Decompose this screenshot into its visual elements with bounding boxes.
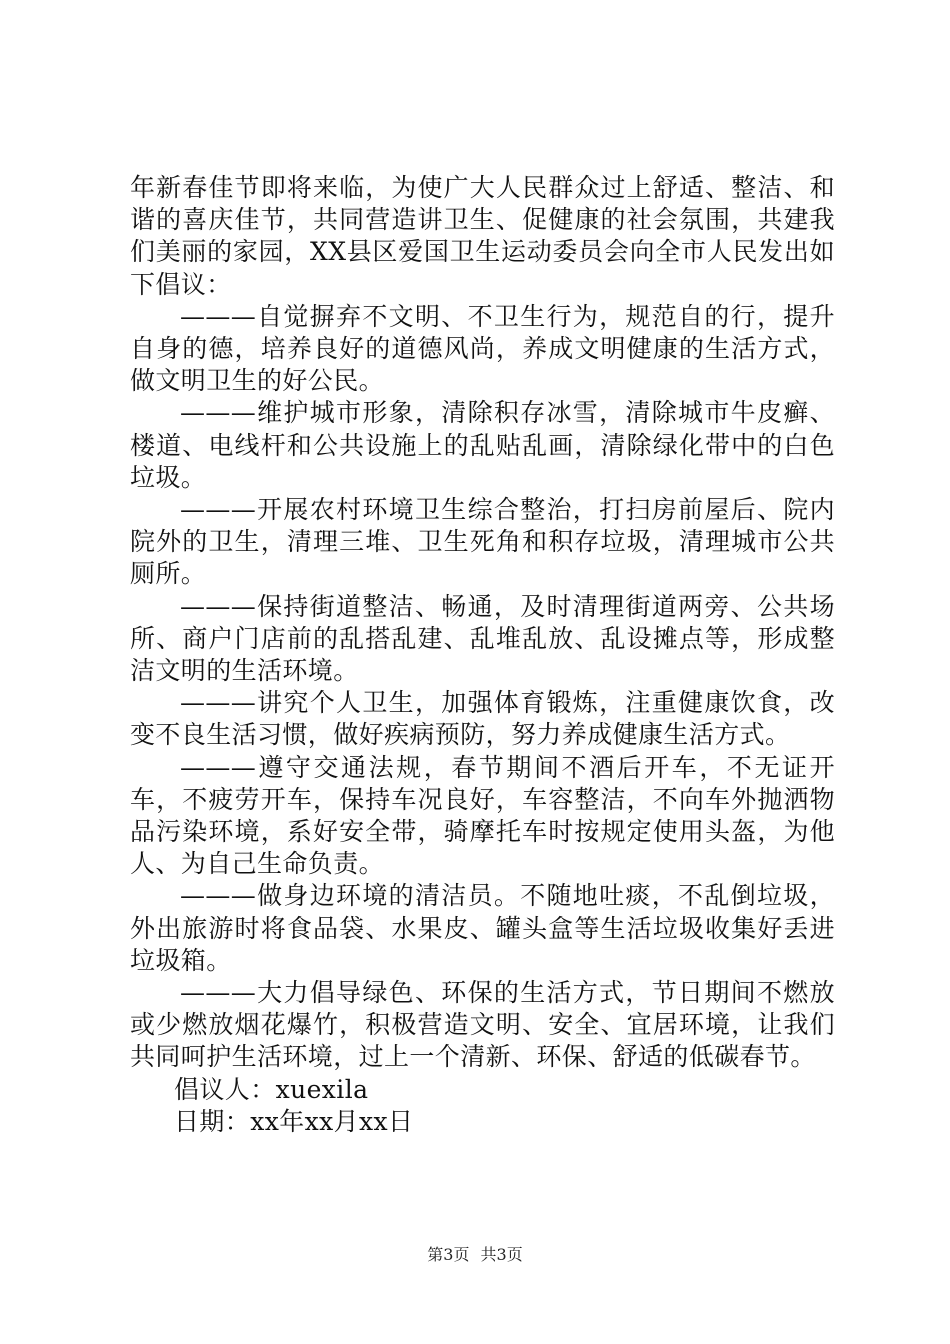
proposal-item-4: ———保持街道整洁、畅通，及时清理街道两旁、公共场所、商户门店前的乱搭乱建、乱堆乱放、乱设摊点等，形成整洁文明的生活环境。	[130, 591, 835, 686]
intro-paragraph: 年新春佳节即将来临，为使广大人民群众过上舒适、整洁、和谐的喜庆佳节，共同营造讲卫生、促健康的社会氛围，共建我们美丽的家园，XX县区爱国卫生运动委员会向全市人民发出如下倡议：	[130, 173, 835, 299]
proposal-item-7: ———做身边环境的清洁员。不随地吐痰，不乱倒垃圾，外出旅游时将食品袋、水果皮、罐头盒等生活垃圾收集好丢进垃圾箱。	[130, 881, 835, 975]
proposal-item-2: ———维护城市形象，清除积存冰雪，清除城市牛皮癣、楼道、电线杆和公共设施上的乱贴乱画，清除绿化带中的白色垃圾。	[130, 398, 835, 492]
page-footer	[0, 1245, 950, 1265]
proposer-line: 倡议人：xuexila	[174, 1074, 369, 1104]
proposal-item-6: ———遵守交通法规，春节期间不酒后开车，不无证开车，不疲劳开车，保持车况良好，车容整洁，不向车外抛洒物品污染环境，系好安全带，骑摩托车时按规定使用头盔，为他人、为自己生命负责。	[130, 752, 835, 879]
proposal-item-5: ———讲究个人卫生，加强体育锻炼，注重健康饮食，改变不良生活习惯，做好疾病预防，努力养成健康生活方式。	[130, 688, 835, 750]
page-total: 共3页	[480, 1245, 523, 1264]
proposal-item-8: ———大力倡导绿色、环保的生活方式，节日期间不燃放或少燃放烟花爆竹，积极营造文明、安全、宜居环境，让我们共同呵护生活环境，过上一个清新、环保、舒适的低碳春节。	[130, 978, 835, 1072]
document-body	[130, 172, 835, 1138]
page-number: 第3页	[427, 1245, 470, 1264]
proposal-item-3: ———开展农村环境卫生综合整治，打扫房前屋后、院内院外的卫生，清理三堆、卫生死角和积存垃圾，清理城市公共厕所。	[130, 495, 835, 589]
proposal-item-1: ———自觉摒弃不文明、不卫生行为，规范自的行，提升自身的德，培养良好的道德风尚，养成文明健康的生活方式，做文明卫生的好公民。	[130, 301, 835, 396]
date-line: 日期：xx年xx月xx日	[174, 1106, 414, 1136]
